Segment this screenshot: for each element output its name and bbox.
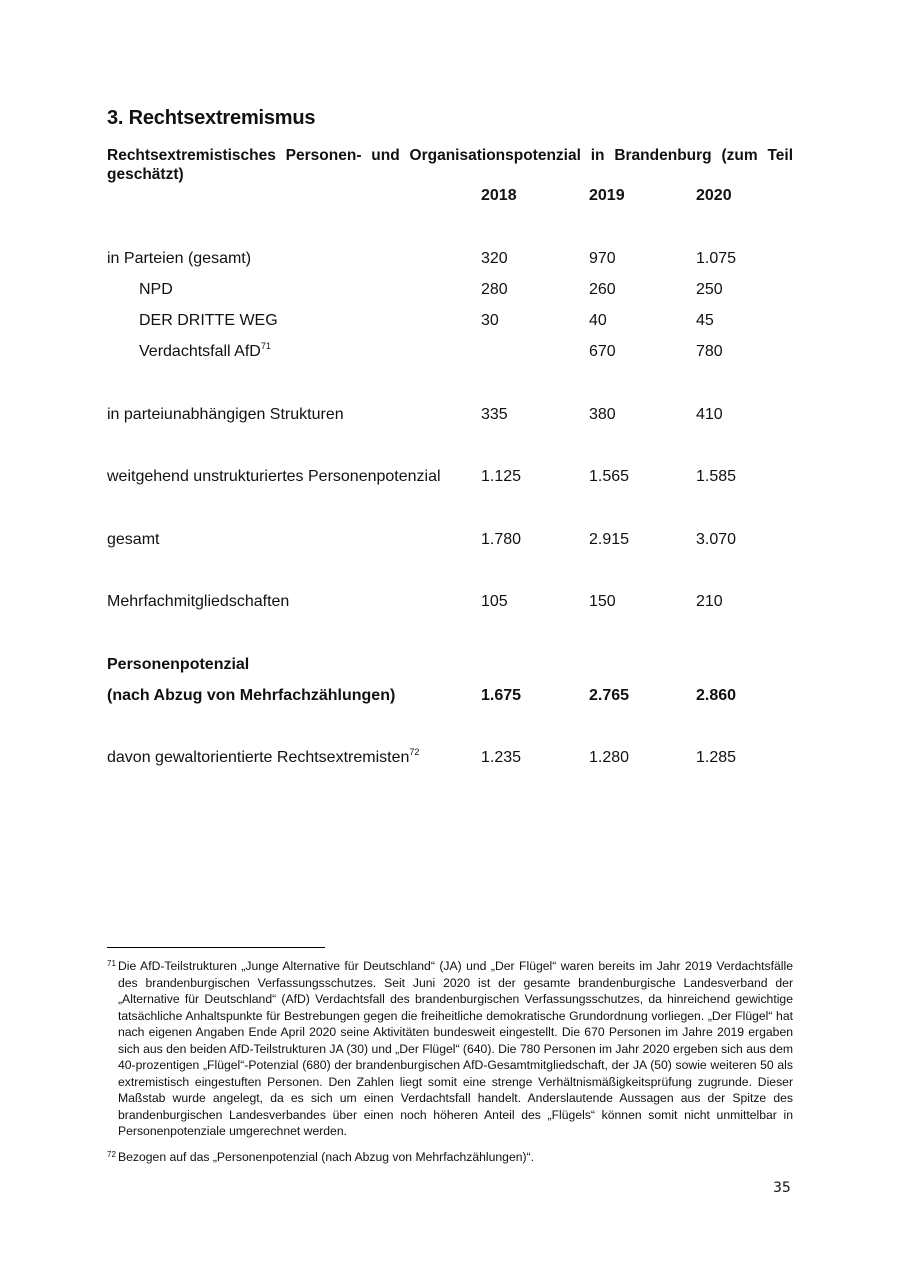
table-cell: 380 <box>589 406 616 423</box>
footnote-text: Bezogen auf das „Personenpotenzial (nach Abzug von Mehrfachzählungen)“. <box>118 1150 534 1164</box>
row-label-text: davon gewaltorientierte Rechtsextremisten <box>107 749 410 766</box>
footnote-number: 72 <box>107 1150 116 1159</box>
footnote-71 <box>107 958 793 1140</box>
row-label: weitgehend unstrukturiertes Personenpotenzial <box>107 468 441 485</box>
table-cell: 1.675 <box>481 687 522 704</box>
table-title: Rechtsextremistisches Personen- und Organisationspotenzial in Brandenburg (zum Teil geschätzt) <box>107 147 793 183</box>
table-cell: 210 <box>696 593 723 610</box>
table-cell: 410 <box>696 406 723 423</box>
row-label: in parteiunabhängigen Strukturen <box>107 406 344 423</box>
row-label: in Parteien (gesamt) <box>107 250 252 267</box>
table-cell: 1.565 <box>589 468 630 485</box>
footnote-separator <box>107 947 325 948</box>
table-cell: 335 <box>481 406 508 423</box>
table-cell: 1.075 <box>696 250 737 267</box>
table-cell: 260 <box>589 281 616 298</box>
table-cell: 2.915 <box>589 531 630 548</box>
page-number: 35 <box>773 1180 791 1196</box>
section-heading: 3. Rechtsextremismus <box>107 107 316 129</box>
row-label: gesamt <box>107 531 160 548</box>
table-cell: 105 <box>481 593 508 610</box>
table-cell: 670 <box>589 343 616 360</box>
footnote-number: 71 <box>107 959 116 968</box>
table-cell: 250 <box>696 281 723 298</box>
table-cell: 320 <box>481 250 508 267</box>
table-cell: 1.125 <box>481 468 522 485</box>
table-cell: 970 <box>589 250 616 267</box>
table-cell: 1.585 <box>696 468 737 485</box>
table-cell: 150 <box>589 593 616 610</box>
table-cell: 1.280 <box>589 749 630 766</box>
row-label-text: Verdachtsfall AfD <box>139 343 261 360</box>
row-label: Personenpotenzial <box>107 656 250 673</box>
table-cell: 1.235 <box>481 749 522 766</box>
footnote-72 <box>107 1149 793 1166</box>
table-cell: 2.860 <box>696 687 737 704</box>
table-cell: 780 <box>696 343 723 360</box>
table-cell: 40 <box>589 312 607 329</box>
table-cell: 45 <box>696 312 714 329</box>
row-label: Mehrfachmitgliedschaften <box>107 593 290 610</box>
row-label <box>107 748 419 768</box>
row-label: DER DRITTE WEG <box>139 312 278 329</box>
footnote-ref: 71 <box>260 341 271 351</box>
year-header-2019: 2019 <box>589 187 625 204</box>
year-header-2018: 2018 <box>481 187 517 204</box>
footnote-ref: 72 <box>409 747 420 757</box>
table-cell: 1.285 <box>696 749 737 766</box>
year-header-2020: 2020 <box>696 187 732 204</box>
row-label: (nach Abzug von Mehrfachzählungen) <box>107 687 396 704</box>
table-cell: 280 <box>481 281 508 298</box>
table-cell: 30 <box>481 312 499 329</box>
table-cell: 3.070 <box>696 531 737 548</box>
footnote-text: Die AfD-Teilstrukturen „Junge Alternative für Deutschland“ (JA) und „Der Flügel“ waren bereits im Jahr 2019 Verdachtsfälle des brandenburgischen Verfassungsschutzes. Seit Juni 2020 ist der gesamte brandenburgische Landesverband der „Alternative für Deutschland“ (AfD) Verdachtsfall des brandenburgischen Verfassungsschutzes, da hinreichend gewichtige tatsächliche Anhaltspunkte für Bestrebungen gegen die freiheitliche demokratische Grundordnung vorliegen. „Der Flügel“ hat nach eigenen Angaben Ende April 2020 seine Aktivitäten bundesweit eingestellt. Die 670 Personen im Jahre 2019 ergaben sich aus den beiden AfD-Teilstrukturen JA (30) und „Der Flügel“ (640). Die 780 Personen im Jahr 2020 ergeben sich aus dem 40-prozentigen „Flügel“-Potenzial (680) der brandenburgischen AfD-Gesamtmitgliedschaft, der JA (50) sowie weiteren 50 als extremistisch eingestuften Personen. Den Zahlen liegt somit eine strenge Verhältnismäßigkeitsprüfung zugrunde. Dieser Maßstab wurde angelegt, da es sich um einen Verdachtsfall handelt. Anderslautende Aussagen aus der Spitze des brandenburgischen Landesverbandes über einen noch höheren Anteil des „Flügels“ können somit nicht unmittelbar in Personenpotenziale umgerechnet werden. <box>118 959 793 1138</box>
row-label <box>139 342 271 362</box>
row-label: NPD <box>139 281 173 298</box>
table-cell: 1.780 <box>481 531 522 548</box>
table-cell: 2.765 <box>589 687 630 704</box>
